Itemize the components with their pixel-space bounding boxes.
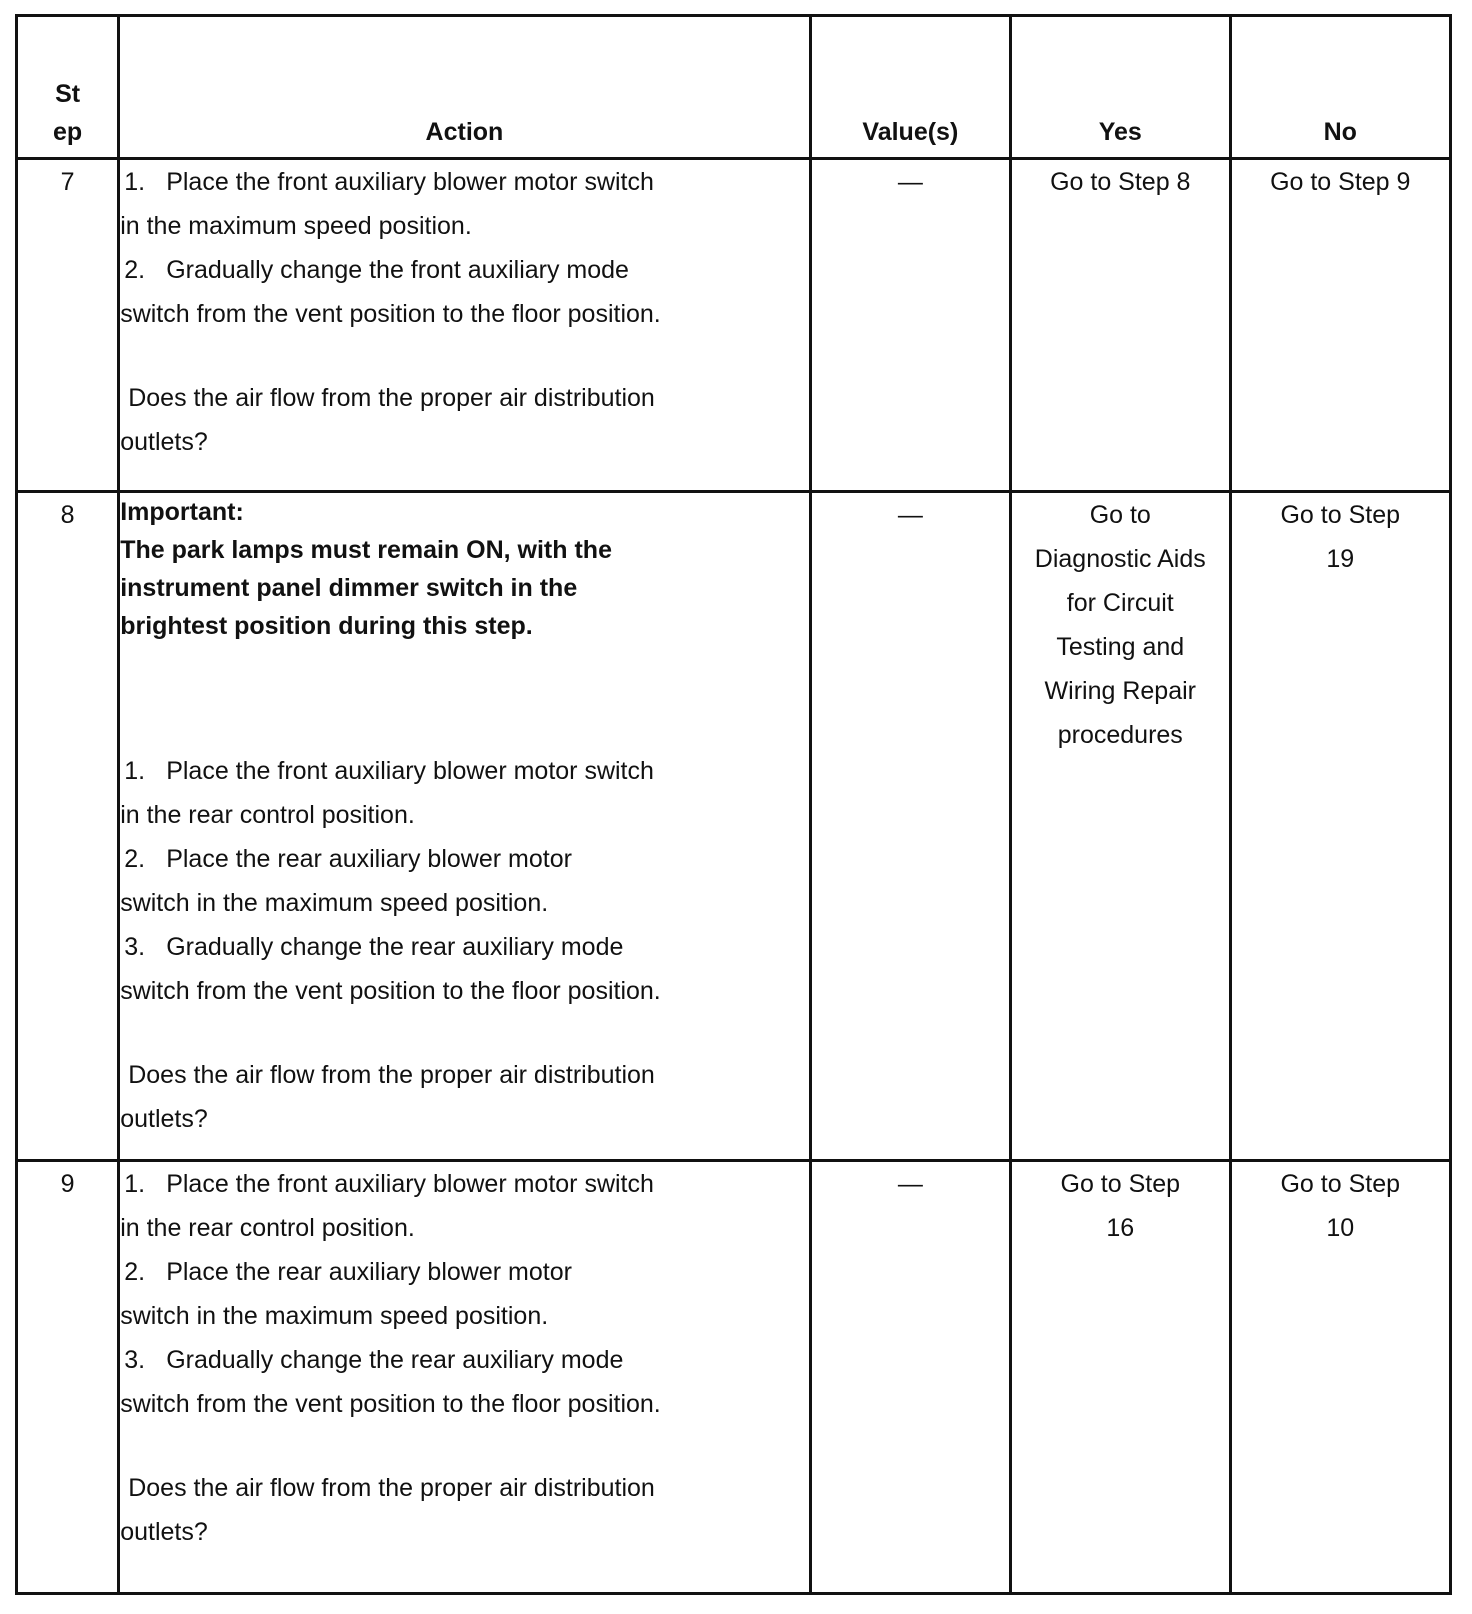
question-text-cont: outlets? [120, 428, 208, 456]
action-text-cont: switch from the vent position to the floor position. [120, 1390, 661, 1418]
no-cell [1230, 492, 1451, 1161]
header-step-line1: St [55, 80, 81, 108]
action-text-cont: in the rear control position. [120, 801, 415, 829]
yes-text: Diagnostic Aids [1034, 545, 1206, 573]
question-text: Does the air flow from the proper air distribution [128, 384, 655, 412]
value-cell: — [810, 1161, 1010, 1594]
action-item [120, 749, 808, 793]
value-cell: — [810, 492, 1010, 1161]
yes-text: Go to [1089, 501, 1151, 529]
action-text: Gradually change the front auxiliary mode [166, 256, 629, 284]
action-text: Place the rear auxiliary blower motor [166, 1258, 572, 1286]
action-text: Place the front auxiliary blower motor switch [166, 1170, 654, 1198]
value-cell: — [810, 159, 1010, 492]
action-text-cont: in the maximum speed position. [120, 212, 472, 240]
question-text: Does the air flow from the proper air distribution [128, 1474, 655, 1502]
diagnostic-table [15, 14, 1452, 1595]
no-text: 10 [1326, 1214, 1355, 1242]
header-no: No [1230, 16, 1451, 159]
action-cell [119, 159, 810, 492]
header-step-line2: ep [53, 118, 83, 146]
header-step [17, 16, 119, 159]
action-number: 1. [124, 1170, 146, 1198]
action-number: 2. [124, 256, 146, 284]
header-values: Value(s) [810, 16, 1010, 159]
action-number: 2. [124, 845, 146, 873]
action-item [120, 925, 808, 969]
action-item [120, 837, 808, 881]
table-row [17, 1161, 1451, 1594]
step-number: 9 [17, 1161, 119, 1594]
yes-text: Go to Step [1060, 1170, 1181, 1198]
no-text: Go to Step [1280, 501, 1401, 529]
no-text: 19 [1326, 545, 1355, 573]
yes-cell: Go to Step 8 [1011, 159, 1230, 492]
important-note [120, 493, 808, 645]
action-item [120, 160, 808, 204]
action-item [120, 248, 808, 292]
step-number: 8 [17, 492, 119, 1161]
action-number: 3. [124, 933, 146, 961]
action-cell [119, 1161, 810, 1594]
step-number: 7 [17, 159, 119, 492]
action-text: Gradually change the rear auxiliary mode [166, 933, 624, 961]
yes-text: 16 [1106, 1214, 1135, 1242]
action-text-cont: switch from the vent position to the floor position. [120, 977, 661, 1005]
header-action: Action [119, 16, 810, 159]
important-text: instrument panel dimmer switch in the [120, 574, 578, 602]
yes-cell [1011, 1161, 1230, 1594]
table-row [17, 492, 1451, 1161]
header-yes: Yes [1011, 16, 1230, 159]
action-text: Place the front auxiliary blower motor switch [166, 168, 654, 196]
action-number: 2. [124, 1258, 146, 1286]
table-header-row [17, 16, 1451, 159]
question-text: Does the air flow from the proper air distribution [128, 1061, 655, 1089]
no-text: Go to Step [1280, 1170, 1401, 1198]
important-title: Important: [120, 498, 244, 526]
yes-text: Wiring Repair [1044, 677, 1196, 705]
action-text-cont: switch in the maximum speed position. [120, 1302, 549, 1330]
yes-text: Testing and [1056, 633, 1185, 661]
yes-cell [1011, 492, 1230, 1161]
action-cell [119, 492, 810, 1161]
question-text-cont: outlets? [120, 1518, 208, 1546]
action-text-cont: switch from the vent position to the floor position. [120, 300, 661, 328]
action-text: Gradually change the rear auxiliary mode [166, 1346, 624, 1374]
table-row [17, 159, 1451, 492]
action-text: Place the front auxiliary blower motor switch [166, 757, 654, 785]
action-number: 1. [124, 168, 146, 196]
action-item [120, 1338, 808, 1382]
action-text-cont: switch in the maximum speed position. [120, 889, 549, 917]
yes-text: procedures [1057, 721, 1183, 749]
action-item [120, 1250, 808, 1294]
action-item [120, 1162, 808, 1206]
action-number: 1. [124, 757, 146, 785]
no-cell: Go to Step 9 [1230, 159, 1451, 492]
no-cell [1230, 1161, 1451, 1594]
yes-text: for Circuit [1066, 589, 1174, 617]
action-number: 3. [124, 1346, 146, 1374]
action-text: Place the rear auxiliary blower motor [166, 845, 572, 873]
important-text: brightest position during this step. [120, 612, 533, 640]
action-text-cont: in the rear control position. [120, 1214, 415, 1242]
question-text-cont: outlets? [120, 1105, 208, 1133]
important-text: The park lamps must remain ON, with the [120, 536, 612, 564]
